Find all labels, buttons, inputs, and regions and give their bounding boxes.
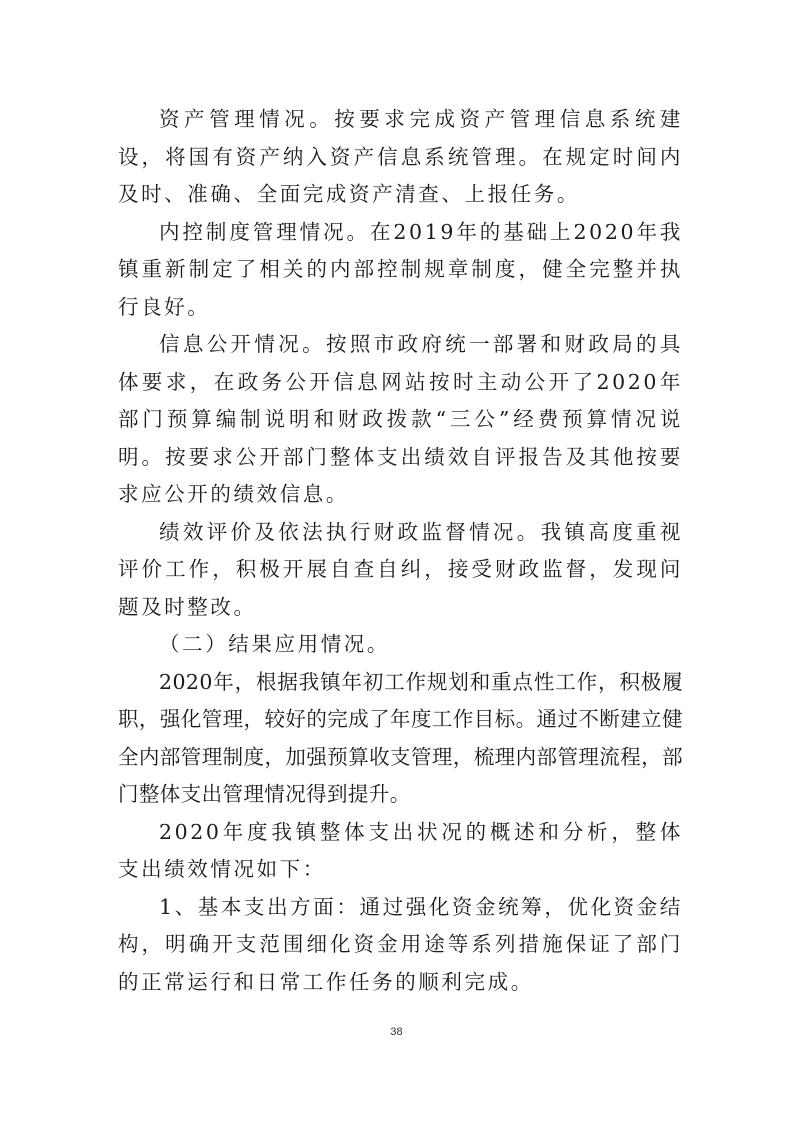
paragraph-performance-evaluation: 绩效评价及依法执行财政监督情况。我镇高度重视评价工作，积极开展自查自纠，接受财政监督，发现问题及时整改。 [118,519,683,619]
document-body [118,101,683,1001]
paragraph-basic-expenditure: 1、基本支出方面：通过强化资金统筹，优化资金结构，明确开支范围细化资金用途等系列措施保证了部门的正常运行和日常工作任务的顺利完成。 [118,894,683,994]
paragraph-expenditure-overview: 2020年度我镇整体支出状况的概述和分析，整体支出绩效情况如下： [118,819,683,881]
section-heading-result-application: （二）结果应用情况。 [159,632,390,656]
paragraph-asset-management: 资产管理情况。按要求完成资产管理信息系统建设，将国有资产纳入资产信息系统管理。在规定时间内及时、准确、全面完成资产清查、上报任务。 [118,107,683,206]
page-number: 38 [390,1026,403,1038]
paragraph-annual-work-summary: 2020年，根据我镇年初工作规划和重点性工作，积极履职，强化管理，较好的完成了年度工作目标。通过不断建立健全内部管理制度，加强预算收支管理，梳理内部管理流程，部门整体支出管理情况得到提升。 [118,669,683,806]
paragraph-information-disclosure: 信息公开情况。按照市政府统一部署和财政局的具体要求，在政务公开信息网站按时主动公开了2020年部门预算编制说明和财政拨款“三公”经费预算情况说明。按要求公开部门整体支出绩效自评报告及其他按要求应公开的绩效信息。 [118,332,683,506]
paragraph-internal-control: 内控制度管理情况。在2019年的基础上2020年我镇重新制定了相关的内部控制规章制度，健全完整并执行良好。 [118,219,683,319]
